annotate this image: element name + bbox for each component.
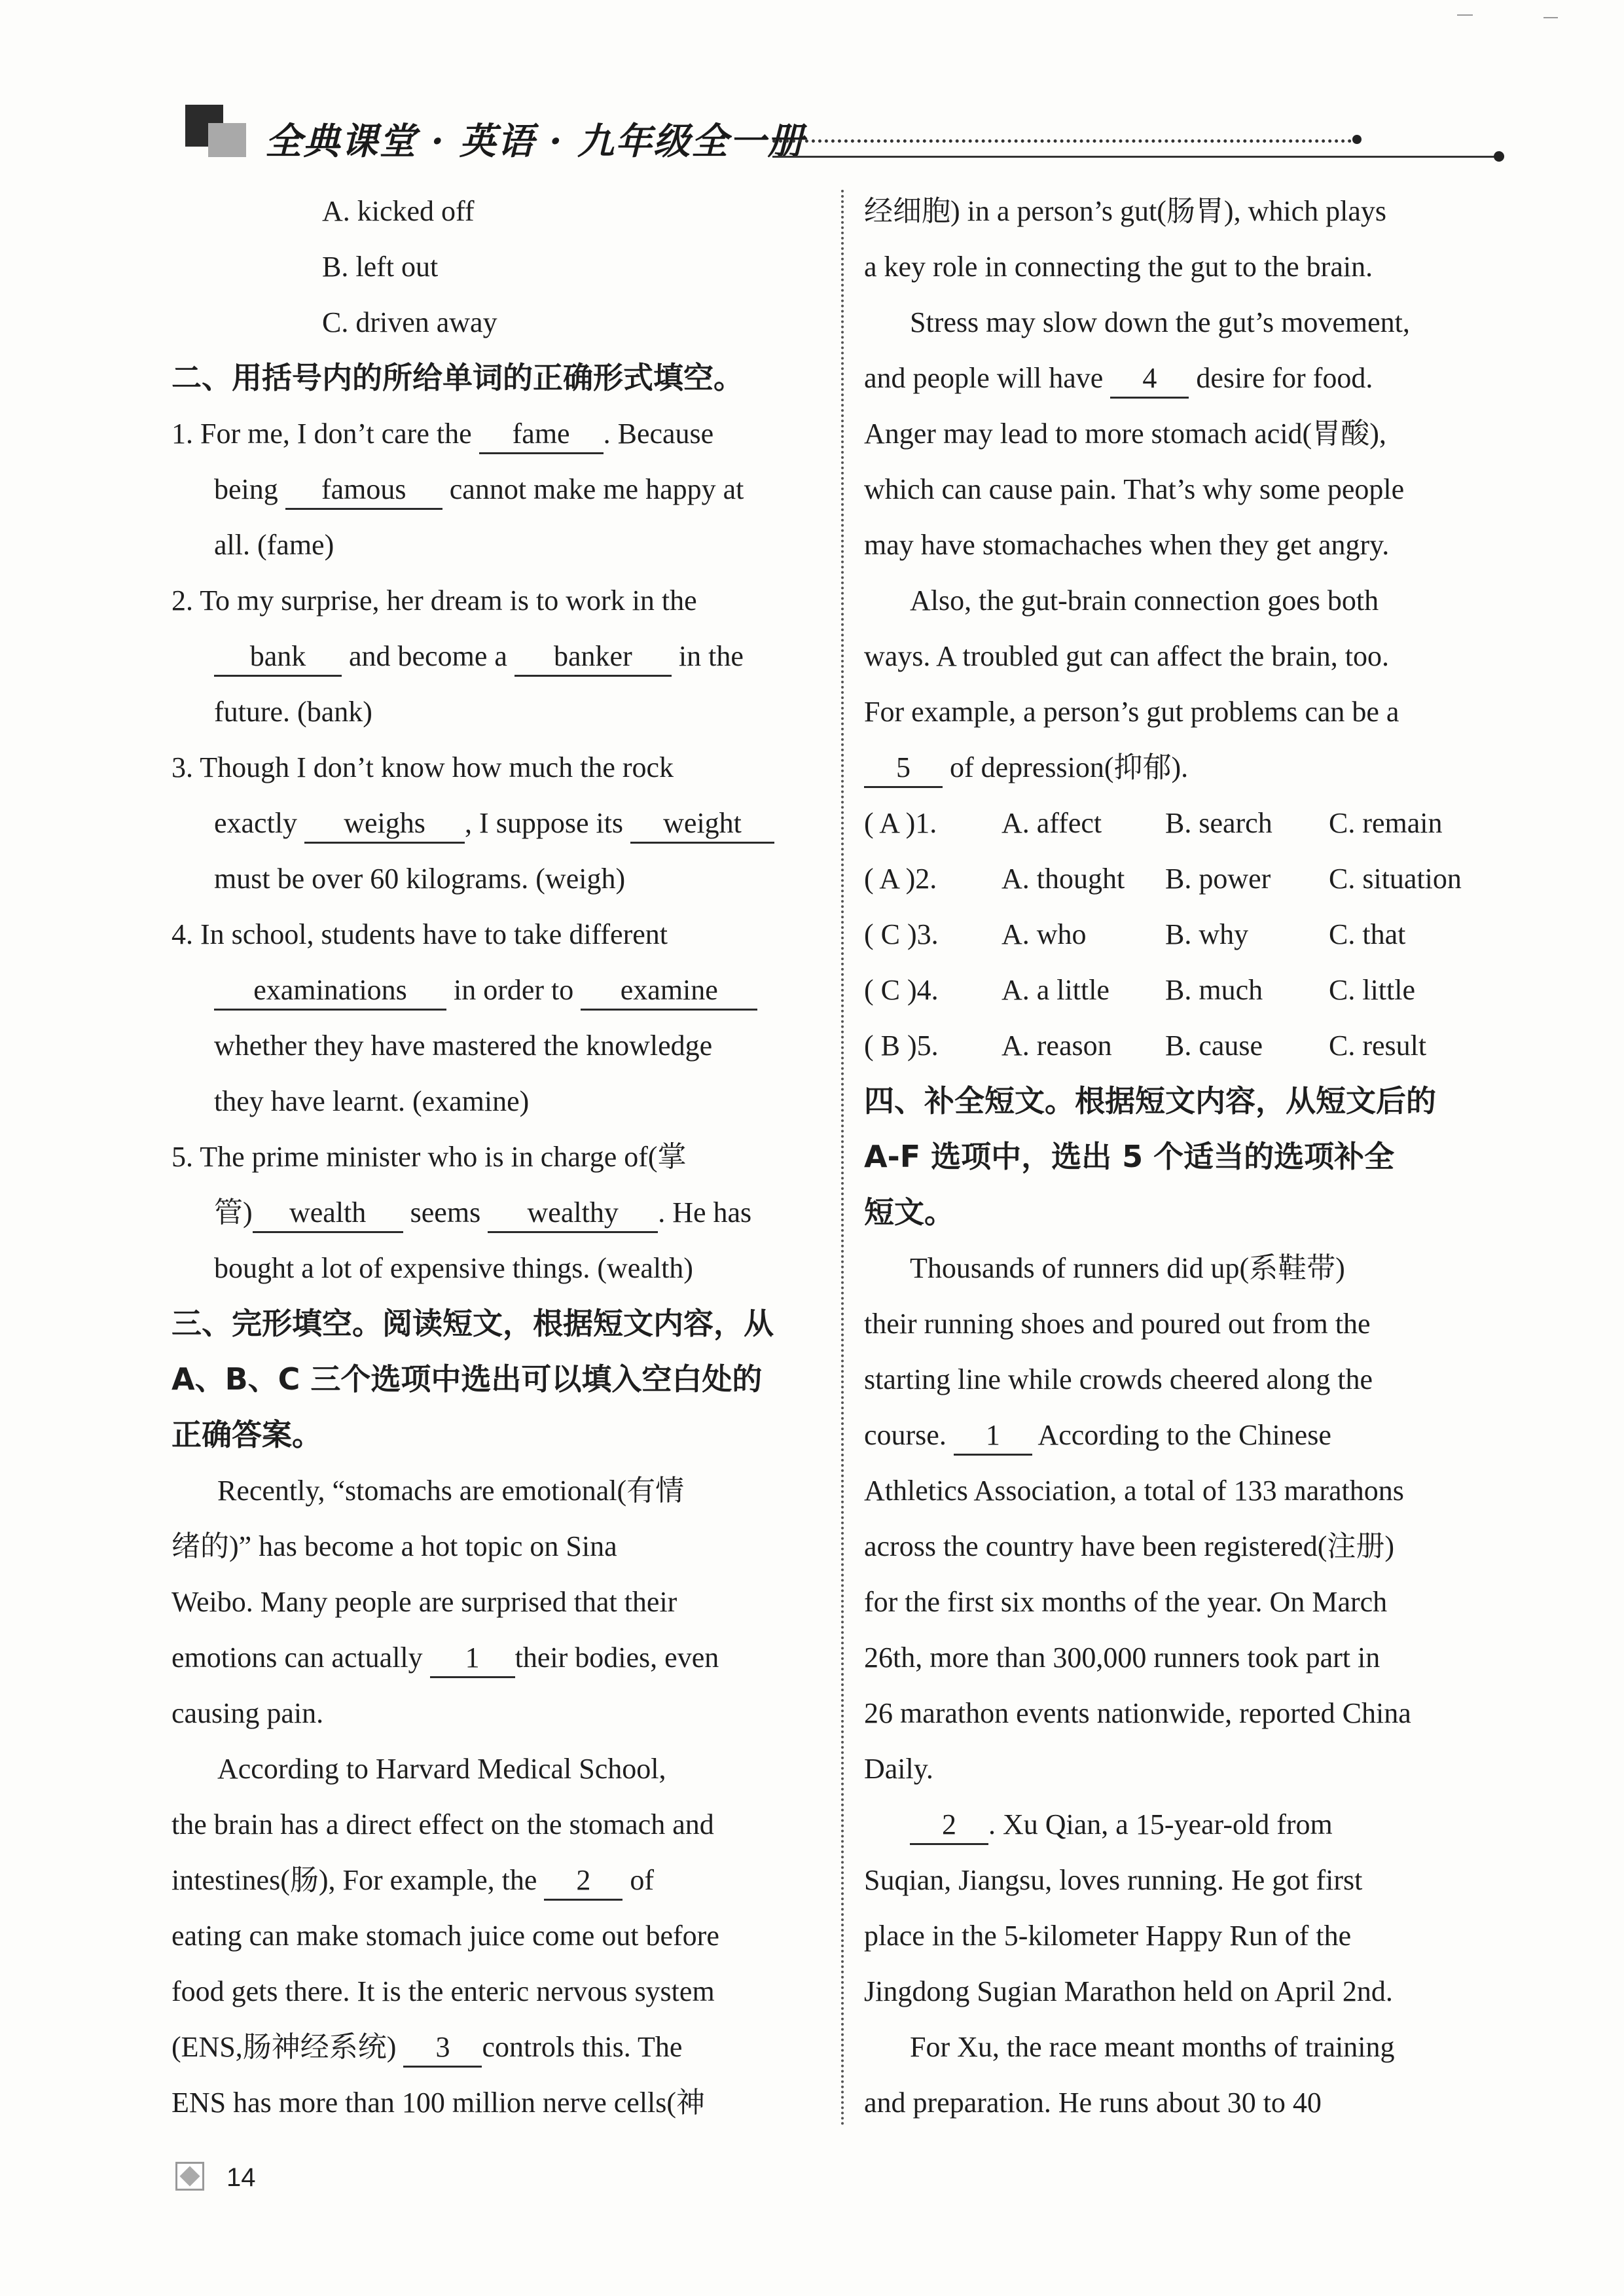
passage-line: ways. A troubled gut can affect the brain, too. [864,640,1389,672]
passage-line: which can cause pain. That’s why some people [864,473,1405,505]
text: 1. For me, I don’t care the [171,418,472,450]
text: , I suppose its [465,807,624,839]
text: desire for food. [1196,362,1373,394]
question-line: 3. Though I don’t know how much the rock [171,751,674,783]
choice-option-b: B. search [1165,807,1272,839]
page-number: 14 [226,2163,256,2192]
text: . Because [603,418,714,450]
text: of depression(抑郁). [950,751,1189,783]
question-line: they have learnt. (examine) [214,1085,530,1117]
passage-line: 26th, more than 300,000 runners took part in [864,1641,1380,1674]
cloze-blank: 3 [403,2029,482,2068]
option-line: A. kicked off [322,195,475,227]
answer-blank: weighs [304,805,465,844]
passage-line: place in the 5-kilometer Happy Run of the [864,1920,1352,1952]
question-line: 4. In school, students have to take different [171,918,668,950]
passage-line: 26 marathon events nationwide, reported China [864,1697,1411,1729]
scan-mark [1543,17,1558,18]
question-line [171,406,812,461]
passage-line: the brain has a direct effect on the stomach and [171,1808,714,1840]
choice-option-c: C. remain [1329,807,1443,839]
passage-line: for the first six months of the year. On March [864,1586,1388,1618]
text: in the [678,640,744,672]
passage-line: Stress may slow down the gut’s movement, [910,306,1410,338]
section-heading: A、B、C 三个选项中选出可以填入空白处的 [171,1361,763,1397]
text: . He has [658,1196,752,1229]
right-column [864,183,1506,2130]
passage-line [864,350,1506,406]
passage-line: food gets there. It is the enteric nervous system [171,1975,715,2007]
section-heading: 正确答案。 [171,1417,322,1452]
choice-number: 5. [916,1030,939,1062]
option-line: C. driven away [322,306,497,338]
passage-line: 绪的)” has become a hot topic on Sina [171,1530,617,1562]
scan-mark [1457,14,1473,16]
passage-line: their running shoes and poured out from the [864,1308,1371,1340]
answer-blank: wealth [253,1194,403,1233]
choice-number: 4. [916,974,939,1006]
passage-line: eating can make stomach juice come out before [171,1920,719,1952]
passage-line: Weibo. Many people are surprised that their [171,1586,677,1618]
choice-option-b: B. much [1165,974,1263,1006]
section-heading: 二、用括号内的所给单词的正确形式填空。 [171,360,744,395]
section-heading: A-F 选项中，选出 5 个适当的选项补全 [864,1139,1395,1174]
choice-answer: B [880,1030,901,1062]
text: . Xu Qian, a 15-year-old from [988,1808,1333,1840]
passage-line: Suqian, Jiangsu, loves running. He got first [864,1864,1363,1896]
text: seems [410,1196,481,1229]
answer-blank: wealthy [488,1194,658,1233]
passage-line: Thousands of runners did up(系鞋带) [910,1252,1345,1284]
choice-option-c: C. that [1329,918,1406,950]
passage-line: Also, the gut-brain connection goes both [910,584,1379,617]
passage-line: may have stomachaches when they get angry. [864,529,1390,561]
text: course. [864,1419,947,1451]
passage-line: ENS has more than 100 million nerve cells(神 [171,2087,706,2119]
choice-number: 3. [916,918,939,950]
left-column [171,183,812,2130]
choice-option-b: B. power [1165,863,1271,895]
question-line [171,962,812,1018]
answer-blank: banker [514,638,672,677]
choice-answer: A [879,863,899,895]
choice-row [864,851,1506,906]
passage-line [171,1630,812,1685]
passage-line: causing pain. [171,1697,324,1729]
answer-marker: ( A )1. [864,807,937,839]
text: 管) [214,1196,253,1229]
cloze-blank: 1 [430,1640,515,1678]
question-line [171,1185,812,1240]
column-divider [841,190,844,2127]
passage-line [171,1852,812,1908]
choice-row [864,1018,1506,1073]
choice-answer: C [880,918,901,950]
text: cannot make me happy at [449,473,744,505]
text: emotions can actually [171,1641,423,1674]
choice-row [864,962,1506,1018]
answer-blank: bank [214,638,342,677]
choice-number: 2. [915,863,937,895]
choice-option-a: A. thought [1001,863,1125,895]
choice-option-a: A. who [1001,918,1087,950]
cloze-blank: 5 [864,749,943,788]
answer-marker: ( A )2. [864,863,937,895]
choice-option-c: C. situation [1329,863,1462,895]
passage-line: Jingdong Sugian Marathon held on April 2nd. [864,1975,1393,2007]
question-line: must be over 60 kilograms. (weigh) [214,863,626,895]
text: and become a [349,640,507,672]
passage-line [171,2019,812,2075]
passage-line: a key role in connecting the gut to the brain. [864,251,1373,283]
answer-blank: famous [285,471,442,510]
answer-blank: fame [479,416,604,454]
answer-blank: examinations [214,972,446,1011]
passage-line: For Xu, the race meant months of training [910,2031,1395,2063]
choice-option-a: A. reason [1001,1030,1112,1062]
question-line: bought a lot of expensive things. (wealth) [214,1252,693,1284]
text: (ENS,肠神经系统) [171,2031,397,2063]
section-heading: 短文。 [864,1194,954,1230]
text: and people will have [864,362,1104,394]
question-line [171,795,812,851]
question-line: 2. To my surprise, her dream is to work in the [171,584,697,617]
header-solid-rule [772,156,1498,158]
fill-blank: 2 [910,1806,988,1845]
choice-option-a: A. a little [1001,974,1110,1006]
passage-line: starting line while crowds cheered along the [864,1363,1373,1395]
passage-line: Recently, “stomachs are emotional(有情 [217,1475,685,1507]
section-heading: 三、完形填空。阅读短文，根据短文内容，从 [171,1306,774,1341]
passage-line: across the country have been registered(注册) [864,1530,1395,1562]
passage-line: For example, a person’s gut problems can be a [864,696,1399,728]
text: their bodies, even [514,1641,719,1674]
answer-marker: ( B )5. [864,1030,939,1062]
section-heading: 四、补全短文。根据短文内容，从短文后的 [864,1083,1436,1119]
choice-answer: C [880,974,901,1006]
passage-line: Anger may lead to more stomach acid(胃酸), [864,418,1386,450]
text: According to the Chinese [1038,1419,1331,1451]
header-rule-end-dot [1494,151,1504,162]
passage-line [864,1407,1506,1463]
passage-line [864,1797,1506,1852]
choice-row [864,906,1506,962]
option-line: B. left out [322,251,439,283]
choice-row [864,795,1506,851]
choice-answer: A [879,807,899,839]
passage-line: Daily. [864,1753,933,1785]
text: exactly [214,807,298,839]
question-line [171,628,812,684]
choice-number: 1. [915,807,937,839]
answer-blank: examine [581,972,757,1011]
text: of [630,1864,655,1896]
choice-option-c: C. little [1329,974,1415,1006]
answer-marker: ( C )3. [864,918,939,950]
cloze-blank: 2 [544,1862,623,1901]
text: in order to [454,974,574,1006]
choice-option-a: A. affect [1001,807,1102,839]
question-line: future. (bank) [214,696,372,728]
choice-option-b: B. cause [1165,1030,1263,1062]
text: being [214,473,278,505]
header-logo-grey-block [208,123,246,157]
header-dotted-rule [772,139,1358,143]
answer-marker: ( C )4. [864,974,939,1006]
header-rule-dot [1352,135,1362,144]
passage-line: Athletics Association, a total of 133 marathons [864,1475,1404,1507]
choice-option-b: B. why [1165,918,1249,950]
question-line: all. (fame) [214,529,334,561]
fill-blank: 1 [954,1417,1032,1456]
cloze-blank: 4 [1110,360,1189,399]
question-line [171,461,812,517]
question-line: 5. The prime minister who is in charge of(掌 [171,1141,687,1173]
passage-line: 经细胞) in a person’s gut(肠胃), which plays [864,195,1386,227]
question-line: whether they have mastered the knowledge [214,1030,713,1062]
passage-line: and preparation. He runs about 30 to 40 [864,2087,1322,2119]
choice-option-c: C. result [1329,1030,1427,1062]
header-title: 全典课堂 · 英语 · 九年级全一册 [265,120,805,163]
passage-line [864,740,1506,795]
text: controls this. The [482,2031,683,2063]
passage-line: According to Harvard Medical School, [217,1753,666,1785]
text: intestines(肠), For example, the [171,1864,537,1896]
page-number-diamond-icon [175,2162,204,2191]
answer-blank: weight [630,805,774,844]
